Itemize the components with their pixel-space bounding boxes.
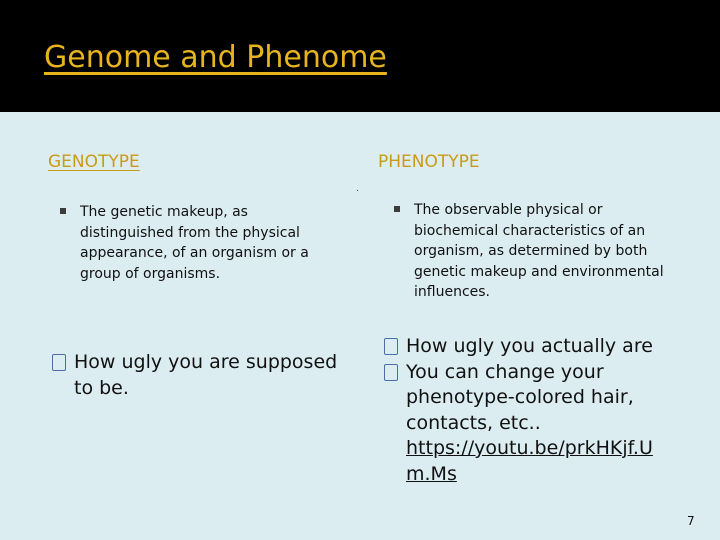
phenotype-points — [384, 334, 674, 487]
box-bullet-icon — [52, 354, 66, 371]
slide-title: Genome and Phenome — [44, 40, 387, 75]
box-bullet-icon — [384, 338, 398, 355]
genotype-points — [52, 350, 352, 401]
page-number: 7 — [687, 514, 695, 528]
phenotype-definition — [412, 200, 682, 303]
list-item — [52, 350, 352, 401]
genotype-heading: GENOTYPE — [48, 152, 140, 172]
box-bullet-icon — [384, 364, 398, 381]
genotype-definition — [78, 202, 333, 284]
list-item — [384, 334, 674, 360]
phenotype-point-text: How ugly you actually are — [406, 335, 653, 357]
square-bullet-icon — [60, 208, 66, 214]
genotype-definition-text: The genetic makeup, as distinguished from the physical appearance, of an organism or a group of organisms. — [80, 204, 309, 282]
youtube-link[interactable]: https://youtu.be/prkHKjf.Um.Ms — [406, 437, 653, 485]
phenotype-heading: PHENOTYPE — [378, 152, 480, 172]
list-item — [384, 360, 674, 488]
center-dot: . — [356, 184, 359, 194]
genotype-point-text: How ugly you are supposed to be. — [74, 351, 338, 399]
phenotype-point-text: You can change your phenotype-colored hair, contacts, etc.. — [406, 360, 634, 434]
square-bullet-icon — [394, 206, 400, 212]
phenotype-definition-text: The observable physical or biochemical characteristics of an organism, as determined by both genetic makeup and environmental influences. — [414, 202, 664, 300]
